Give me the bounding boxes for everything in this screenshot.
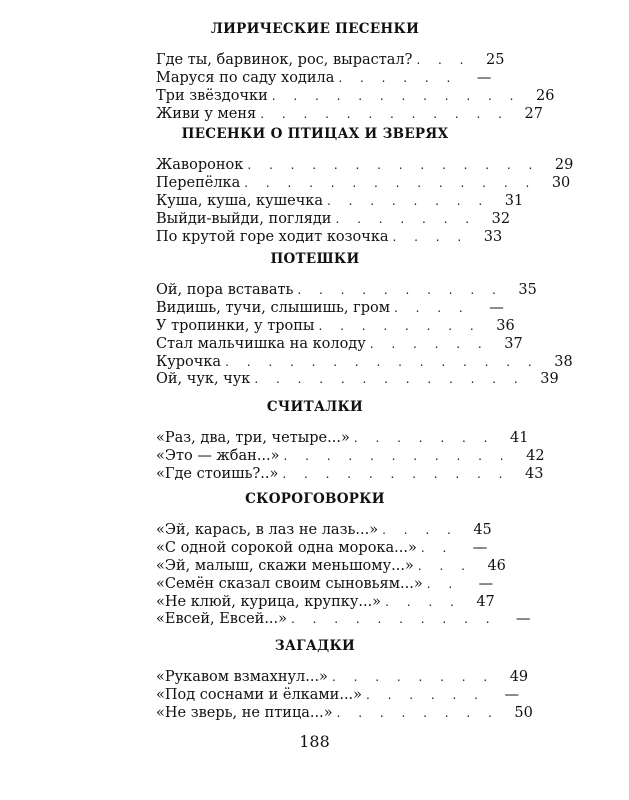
entry-title: Жаворонок bbox=[156, 157, 244, 173]
entry-title: У тропинки, у тропы bbox=[156, 317, 315, 334]
dot-leader: . . . bbox=[416, 53, 471, 67]
section-lyrical-songs bbox=[156, 19, 555, 124]
entry-title: Курочка bbox=[156, 353, 222, 370]
section-heading: ПОТЕШКИ bbox=[270, 251, 360, 267]
toc-entry bbox=[156, 335, 523, 354]
entry-title: «Где стоишь?..» bbox=[156, 465, 279, 482]
entry-title: «Это — жбан...» bbox=[156, 447, 280, 464]
toc-entry bbox=[156, 522, 492, 540]
section-counting-rhymes bbox=[156, 397, 545, 484]
entry-list bbox=[156, 157, 574, 246]
toc-entry bbox=[156, 430, 529, 448]
dot-leader: . . . . . . . . . . bbox=[297, 283, 503, 297]
toc-entry bbox=[156, 174, 571, 193]
entry-page-number: 42 bbox=[526, 447, 545, 464]
toc-entry bbox=[156, 704, 533, 723]
dot-leader: . . bbox=[426, 576, 460, 591]
dot-leader: . . . . . . . . . . . bbox=[282, 466, 510, 481]
dot-leader: . . . . bbox=[385, 594, 461, 609]
entry-list bbox=[156, 430, 545, 484]
section-riddles bbox=[156, 636, 533, 723]
dot-leader: . . . . . . . . . . . . . bbox=[254, 372, 525, 387]
dot-leader: . . bbox=[420, 540, 454, 555]
entry-list bbox=[156, 52, 555, 124]
toc-entry bbox=[156, 465, 544, 484]
section-heading: ПЕСЕНКИ О ПТИЦАХ И ЗВЕРЯХ bbox=[181, 126, 449, 142]
dot-leader: . . . . . . . . . . . . . . . bbox=[225, 354, 539, 369]
toc-entry bbox=[156, 69, 492, 88]
entry-page-number: 46 bbox=[487, 557, 506, 574]
entry-title: Три звёздочки bbox=[156, 87, 268, 104]
entry-page-number: 25 bbox=[486, 52, 505, 68]
toc-entry bbox=[156, 210, 511, 229]
entry-title: «Эй, малыш, скажи меньшому...» bbox=[156, 557, 414, 574]
entry-list bbox=[156, 282, 573, 389]
entry-page-number: 30 bbox=[551, 174, 571, 191]
entry-page-number: — bbox=[489, 299, 504, 316]
dot-leader: . . . . . . . . . . . . bbox=[260, 106, 509, 121]
entry-page-number: 33 bbox=[483, 228, 503, 245]
section-heading: СЧИТАЛКИ bbox=[266, 399, 364, 415]
entry-list bbox=[156, 522, 531, 629]
dot-leader: . . . . . . . . . . . . . . bbox=[247, 158, 540, 172]
entry-page-number: 47 bbox=[476, 593, 495, 610]
dot-leader: . . . . . . . bbox=[353, 431, 495, 445]
entry-page-number: 35 bbox=[518, 282, 537, 298]
toc-entry bbox=[156, 371, 559, 389]
entry-title: Перепёлка bbox=[156, 174, 241, 191]
entry-page-number: 26 bbox=[536, 87, 555, 104]
page-number: 188 bbox=[299, 732, 330, 751]
dot-leader: . . . . . . . . . . . bbox=[283, 448, 511, 463]
dot-leader: . . . . bbox=[394, 300, 470, 315]
entry-list bbox=[156, 669, 533, 723]
dot-leader: . . . . . . bbox=[366, 687, 485, 702]
dot-leader: . . . . . . . . bbox=[318, 318, 481, 333]
section-tongue-twisters bbox=[156, 489, 531, 629]
entry-page-number: 43 bbox=[525, 465, 544, 482]
entry-page-number: 31 bbox=[504, 192, 524, 209]
toc-entry bbox=[156, 87, 555, 106]
dot-leader: . . . . bbox=[382, 523, 458, 537]
toc-entry bbox=[156, 282, 537, 300]
entry-page-number: 27 bbox=[524, 105, 543, 122]
section-birds-and-animals bbox=[156, 124, 574, 246]
entry-title: Живи у меня bbox=[156, 105, 257, 122]
section-heading: ЛИРИЧЕСКИЕ ПЕСЕНКИ bbox=[210, 21, 420, 37]
dot-leader: . . . . . . . . bbox=[336, 705, 499, 720]
dot-leader: . . . . . . . . . . bbox=[291, 612, 497, 627]
entry-title: «Под соснами и ёлками...» bbox=[156, 686, 363, 703]
entry-page-number: — bbox=[472, 539, 488, 556]
toc-entry bbox=[156, 557, 506, 576]
entry-page-number: 37 bbox=[504, 335, 523, 352]
entry-title: «Семён сказал своим сыновьям...» bbox=[156, 575, 423, 592]
entry-page-number: — bbox=[504, 686, 519, 703]
entry-page-number: 45 bbox=[473, 522, 492, 538]
entry-title: «Эй, карась, в лаз не лазь...» bbox=[156, 522, 379, 538]
entry-page-number: 32 bbox=[491, 210, 511, 227]
section-nursery-rhymes bbox=[156, 249, 573, 389]
entry-title: Ой, пора вставать bbox=[156, 282, 294, 298]
entry-title: Выйди-выйди, погляди bbox=[156, 210, 332, 227]
entry-title: Куша, куша, кушечка bbox=[156, 192, 323, 209]
entry-title: «Не зверь, не птица...» bbox=[156, 704, 333, 721]
entry-title: «Раз, два, три, четыре...» bbox=[156, 430, 350, 446]
toc-entry bbox=[156, 52, 505, 70]
entry-title: Маруся по саду ходила bbox=[156, 69, 335, 86]
dot-leader: . . . . . . bbox=[338, 70, 458, 85]
dot-leader: . . . . . . . . bbox=[326, 193, 490, 208]
entry-title: По крутой горе ходит козочка bbox=[156, 228, 389, 245]
toc-entry bbox=[156, 611, 531, 629]
dot-leader: . . . . . . . . . . . . . . bbox=[244, 175, 537, 190]
entry-page-number: — bbox=[516, 611, 531, 628]
entry-page-number: 38 bbox=[554, 353, 573, 370]
toc-entry bbox=[156, 686, 519, 705]
toc-entry bbox=[156, 575, 494, 594]
entry-page-number: — bbox=[476, 69, 492, 86]
entry-title: Где ты, барвинок, рос, вырастал? bbox=[156, 52, 413, 68]
dot-leader: . . . . . . bbox=[369, 336, 489, 351]
entry-title: «Евсей, Евсей...» bbox=[156, 611, 288, 628]
section-heading: СКОРОГОВОРКИ bbox=[245, 491, 385, 507]
toc-entry bbox=[156, 593, 495, 612]
toc-entry bbox=[156, 317, 515, 336]
toc-entry bbox=[156, 228, 503, 247]
entry-page-number: 50 bbox=[514, 704, 533, 721]
entry-title: «Не клюй, курица, крупку...» bbox=[156, 593, 382, 610]
toc-entry bbox=[156, 299, 504, 318]
dot-leader: . . . . bbox=[392, 229, 469, 244]
entry-title: Видишь, тучи, слышишь, гром bbox=[156, 299, 391, 316]
toc-entry bbox=[156, 192, 524, 211]
entry-page-number: 29 bbox=[554, 157, 574, 173]
toc-entry bbox=[156, 447, 545, 466]
toc-entry bbox=[156, 157, 574, 175]
dot-leader: . . . bbox=[417, 558, 472, 573]
entry-page-number: 39 bbox=[540, 371, 559, 388]
entry-title: «С одной сорокой одна морока...» bbox=[156, 539, 417, 556]
entry-page-number: 49 bbox=[509, 669, 529, 685]
entry-title: Ой, чук, чук bbox=[156, 371, 251, 388]
entry-page-number: 41 bbox=[509, 430, 529, 446]
toc-entry bbox=[156, 539, 488, 558]
entry-title: Стал мальчишка на колоду bbox=[156, 335, 366, 352]
toc-entry bbox=[156, 353, 573, 372]
section-heading: ЗАГАДКИ bbox=[274, 638, 356, 654]
toc-entry bbox=[156, 105, 543, 124]
entry-title: «Рукавом взмахнул...» bbox=[156, 669, 328, 685]
dot-leader: . . . . . . . . bbox=[331, 670, 495, 684]
entry-page-number: — bbox=[478, 575, 494, 592]
dot-leader: . . . . . . . . . . . . bbox=[271, 88, 521, 103]
dot-leader: . . . . . . . bbox=[335, 211, 477, 226]
entry-page-number: 36 bbox=[496, 317, 515, 334]
toc-entry bbox=[156, 669, 529, 687]
